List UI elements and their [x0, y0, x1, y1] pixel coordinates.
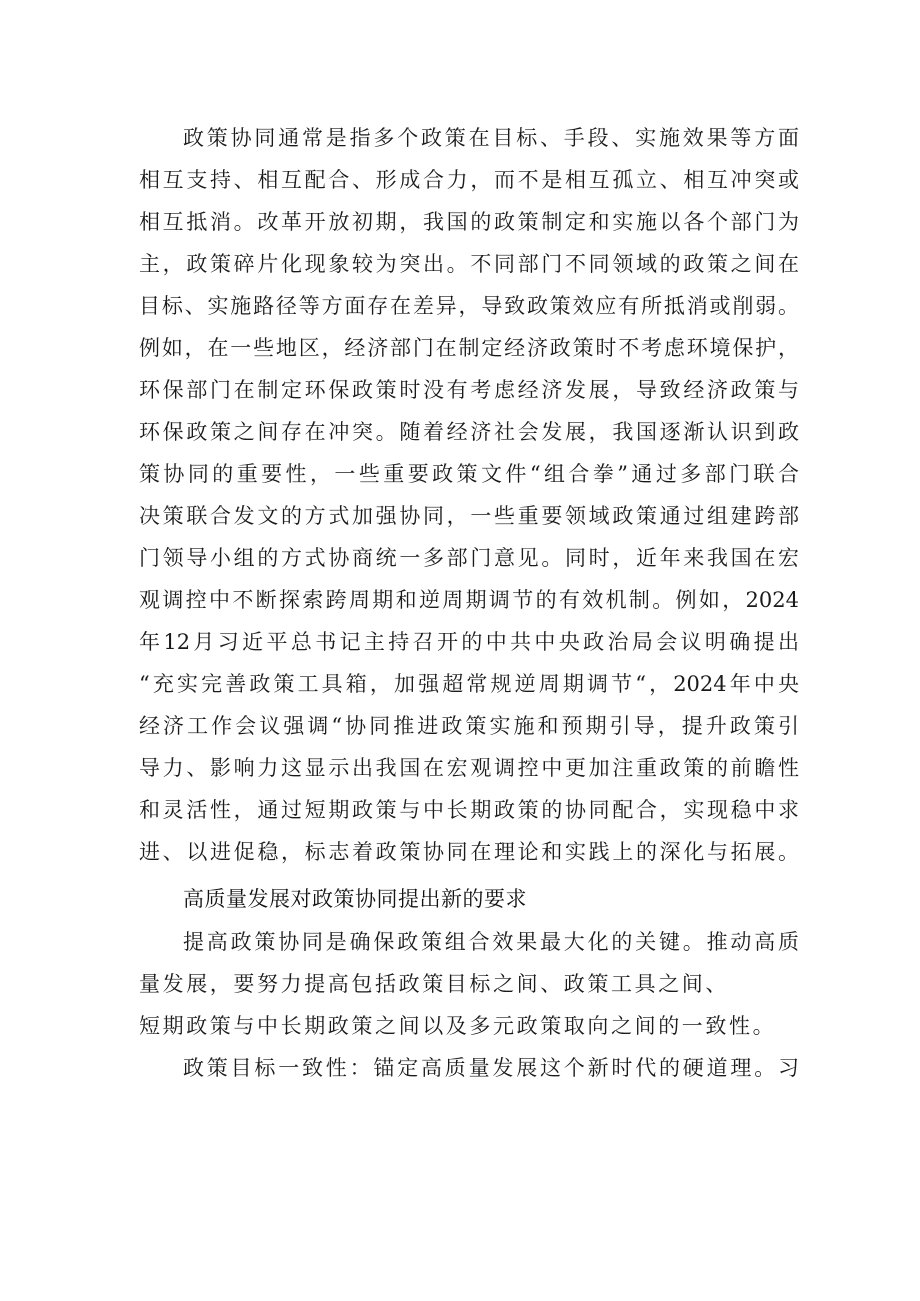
text-line: 短期政策与中长期政策之间以及多元政策取向之间的一致性。 [139, 1014, 777, 1038]
text-line: 政策协同通常是指多个政策在目标、手段、实施效果等方面 [183, 126, 799, 150]
text-line: 量发展，要努力提高包括政策目标之间、政策工具之间、 [139, 972, 729, 996]
text-line: 环保政策之间存在冲突。随着经济社会发展，我国逐渐认识到政 [139, 420, 799, 444]
text-line: 和灵活性，通过短期政策与中长期政策的协同配合，实现稳中求 [139, 798, 799, 822]
text-line: 主，政策碎片化现象较为突出。不同部门不同领域的政策之间在 [139, 252, 799, 276]
text-line: 例如，在一些地区，经济部门在制定经济政策时不考虑环境保护， [139, 336, 799, 360]
text-line: 导力、影响力这显示出我国在宏观调控中更加注重政策的前瞻性 [139, 756, 799, 780]
text-line: 政策目标一致性：锚定高质量发展这个新时代的硬道理。习 [183, 1056, 799, 1080]
text-line: 相互支持、相互配合、形成合力，而不是相互孤立、相互冲突或 [139, 168, 799, 192]
text-line: 环保部门在制定环保政策时没有考虑经济发展，导致经济政策与 [139, 378, 799, 402]
text-line: 决策联合发文的方式加强协同，一些重要领域政策通过组建跨部 [139, 504, 799, 528]
text-line: 目标、实施路径等方面存在差异，导致政策效应有所抵消或削弱。 [139, 294, 799, 318]
paragraph-policy-coordination [139, 117, 799, 873]
text-line: 经济工作会议强调“协同推进政策实施和预期引导，提升政策引 [139, 714, 799, 738]
section-heading: 高质量发展对政策协同提出新的要求 [183, 887, 527, 911]
text-line: 提高政策协同是确保政策组合效果最大化的关键。推动高质 [183, 930, 799, 954]
text-line: 进、以进促稳，标志着政策协同在理论和实践上的深化与拓展。 [139, 840, 799, 864]
text-line: 年12月习近平总书记主持召开的中共中央政治局会议明确提出 [139, 630, 799, 654]
text-line: 门领导小组的方式协商统一多部门意见。同时，近年来我国在宏 [139, 546, 799, 570]
document-body [139, 117, 799, 1089]
text-line: 相互抵消。改革开放初期，我国的政策制定和实施以各个部门为 [139, 210, 799, 234]
text-line: 观调控中不断探索跨周期和逆周期调节的有效机制。例如，2024 [139, 588, 799, 612]
text-line: 策协同的重要性，一些重要政策文件“组合拳”通过多部门联合 [139, 462, 799, 486]
paragraph-improve-coordination [139, 921, 799, 1047]
text-line: “充实完善政策工具箱，加强超常规逆周期调节“，2024年中央 [139, 672, 799, 696]
paragraph-goal-consistency [139, 1047, 799, 1089]
